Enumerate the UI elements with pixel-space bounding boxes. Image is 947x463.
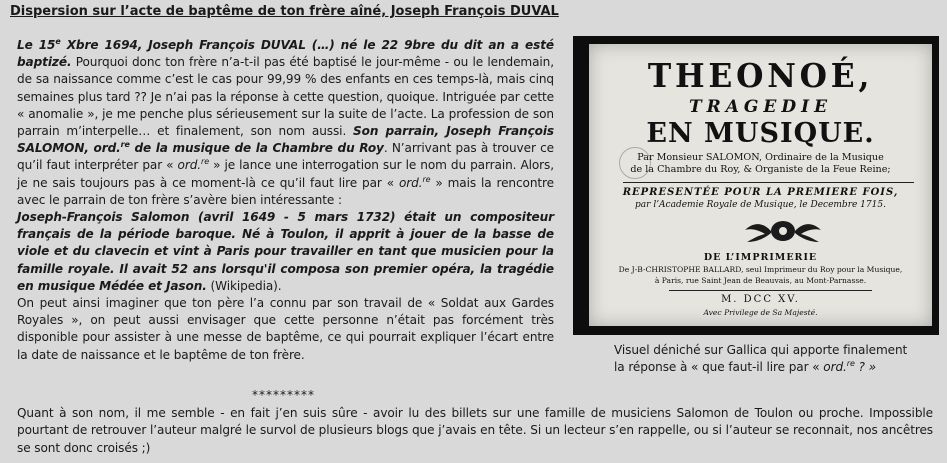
paragraph-conclusion: On peut ainsi imaginer que ton père l’a connu par son travail de « Soldat aux Gardes Royales », on peut aussi envisager que cette personne n’était pas forcément très disponible pour assister à une messe de baptême, ce qui pourrait expliquer l’écart entre la date de naissance et le baptême de ton frère.: [17, 296, 554, 362]
paragraph-intro: Le 15e Xbre 1694, Joseph François DUVAL (…) né le 22 9bre du dit an a esté baptizé. Pourquoi donc ton frère n’a-t-il pas été baptisé le jour-même - ou le lendemain, de sa naissance comme c’est le cas pour 99,99 % des enfants en ces temps-là, mais cinq semaines plus tard ?? Je n’ai pas la réponse à cette question, quoique. Intriguée par cette « anomalie », je me penche plus sérieusement sur la suite de l’acte. La profession de son parrain m’interpelle… et finalement, son nom aussi. Son parrain, Joseph François SALOMON, ord.$^{re}$ de la musique de la Chambre du Roy. N’arrivant pas à trouver ce qu’il faut interpréter par « ord.$^{re}$ » je lance une interrogation sur le nom du parrain. Alors, je ne sais toujours pas à ce moment-là ce qu’il faut lire par « ord.$^{re}$ » mais la rencontre avec le parrain de ton frère s’avère bien intéressante :: [17, 37, 555, 207]
divider: [669, 290, 872, 291]
image-caption: Visuel déniché sur Gallica qui apporte finalement la réponse à « que faut-il lire par « ord.$^{re}$ ? »: [614, 343, 908, 375]
title-page: THEONOÉ, TRAGEDIE EN MUSIQUE. Par Monsieur SALOMON, Ordinaire de la Musique de la Chambre du Roy, & Organiste de la Feue Reine; REPRESENTÉE POUR LA PREMIERE FOIS, par l’Academie Royale de Musique, le Decembre 1715. DE L’IMPRIMERIE De J-B-CHRISTOPHE BALLARD, seul Imprimeur du Roy pour la Musique, à Paris, rue Saint Jean de Beauvais, au Mont-Parnasse. M. DCC XV. Avec Privilege de Sa Majesté.: [589, 44, 932, 326]
baptism-record-quote: Le 15e Xbre 1694, Joseph François DUVAL (…) né le 22 9bre du dit an a esté baptizé.: [17, 37, 554, 70]
gallica-title-page-image: [573, 36, 939, 335]
closing-paragraph: Quant à son nom, il me semble - en fait j’en suis sûre - avoir lu des billets sur une famille de musiciens Salomon de Toulon ou proche. Impossible pourtant de retrouver l’auteur malgré le survol de plusieurs blogs que j’avais en tête. Si un lecteur s’en rappelle, ou si l’auteur se reconnait, nos ancêtres se sont donc croisés ;): [17, 406, 933, 455]
opera-title: THEONOÉ,: [647, 56, 874, 95]
godfather-quote: Son parrain, Joseph François SALOMON, ord.$^{re}$ de la musique de la Chambre du Roy: [17, 124, 554, 156]
wikipedia-source: (Wikipedia).: [206, 278, 282, 293]
ord-abbreviation: ord.$^{re}$: [177, 157, 210, 173]
main-text: [17, 37, 554, 364]
printer-ornament-icon: [743, 218, 823, 244]
page-title: Dispersion sur l’acte de baptême de ton frère aîné, Joseph François DUVAL: [10, 4, 559, 19]
ord-abbreviation: ord.$^{re}$ ? »: [823, 359, 876, 375]
separator: *********: [252, 388, 315, 402]
wikipedia-quote: Joseph-François Salomon (avril 1649 - 5 mars 1732) était un compositeur français de la période baroque. Né à Toulon, il apprit à jouer de la basse de viole et du clavecin et vint à Paris pour travailler en tant que musicien pour la famille royale. Il avait 52 ans lorsqu'il composa son premier opéra, la tragédie en musique Médée et Jason. (Wikipedia).: [17, 210, 554, 293]
divider: [623, 182, 914, 183]
ord-abbreviation: ord.$^{re}$: [398, 174, 431, 190]
